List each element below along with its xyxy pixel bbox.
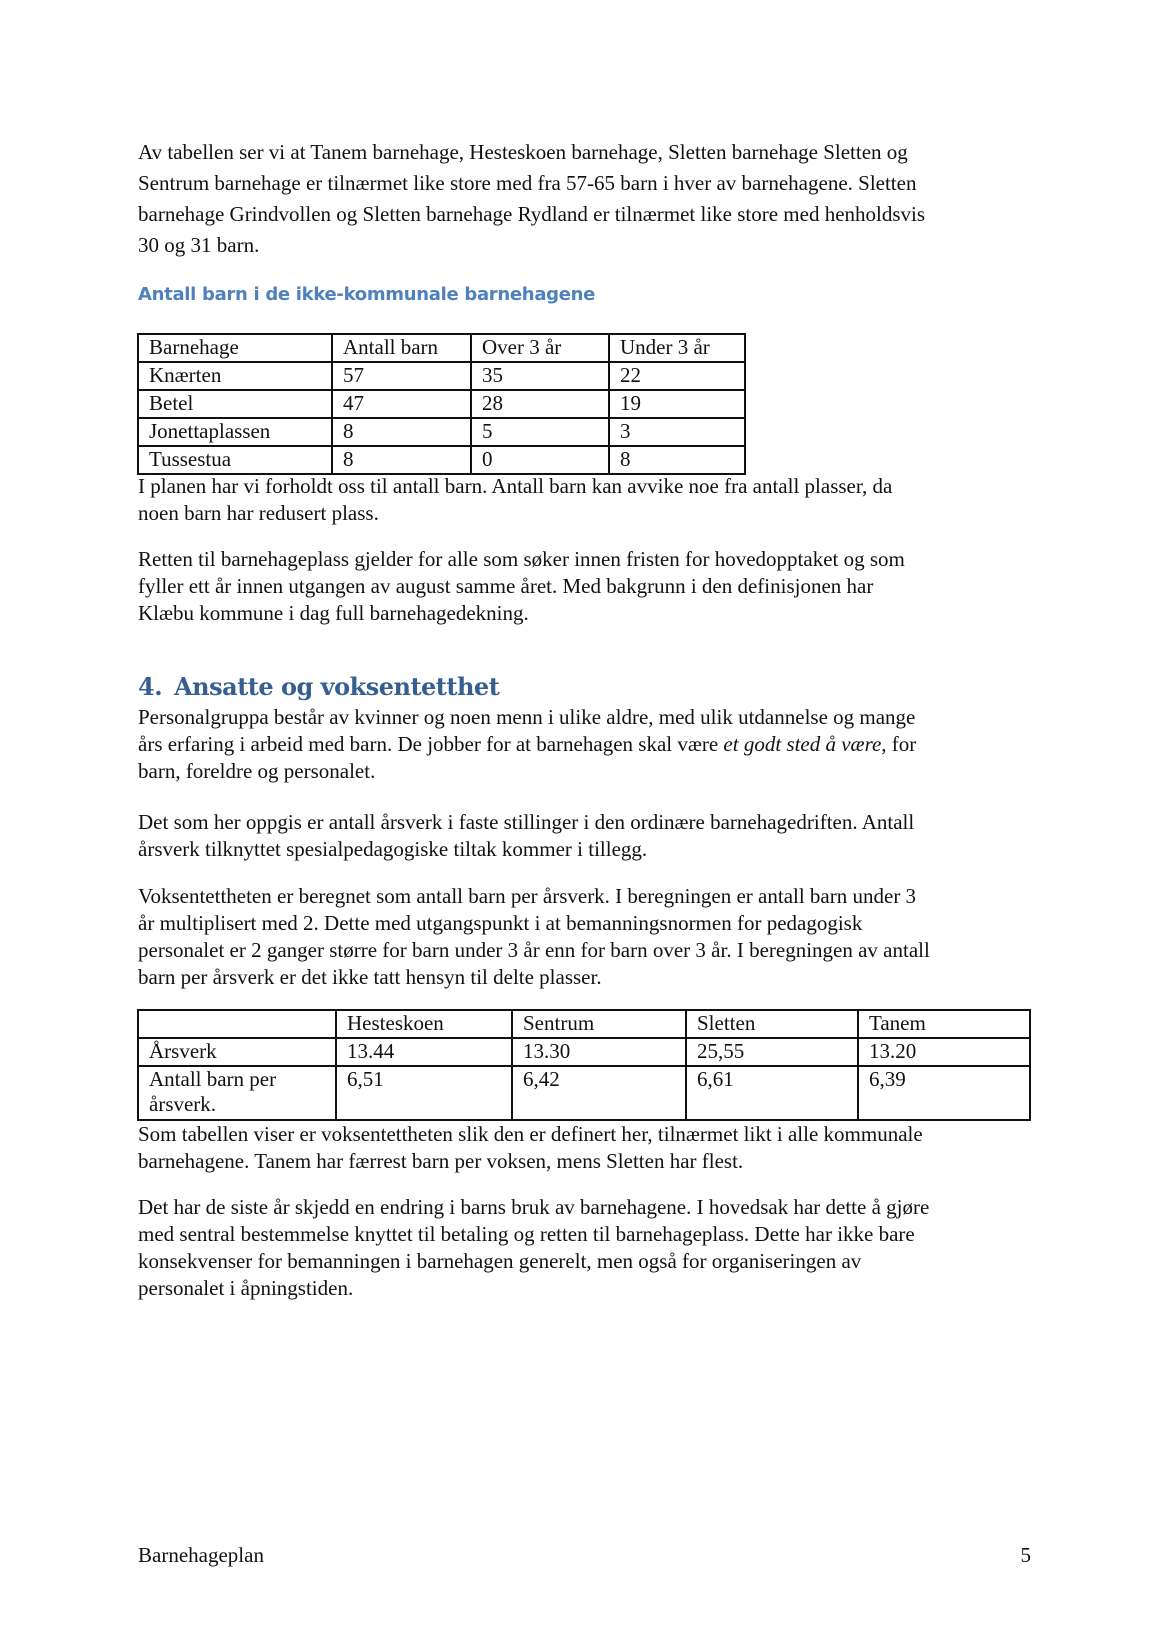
text-line: år multiplisert med 2. Dette med utgangspunkt i at bemanningsnormen for pedagogisk bbox=[138, 911, 863, 935]
text-line bbox=[138, 731, 1038, 758]
text-line: Det som her oppgis er antall årsverk i faste stillinger i den ordinære barnehagedriften. Antall bbox=[138, 810, 915, 834]
text-line: barnehage Grindvollen og Sletten barnehage Rydland er tilnærmet like store med henholdsvis bbox=[138, 202, 926, 226]
paragraph-intro bbox=[138, 137, 1038, 261]
table-cell: 35 bbox=[471, 362, 609, 390]
text-line: barn per årsverk er det ikke tatt hensyn til delte plasser. bbox=[138, 965, 602, 989]
text-line: personalet er 2 ganger større for barn under 3 år enn for barn over 3 år. I beregningen av antall bbox=[138, 938, 930, 962]
table-row bbox=[138, 418, 745, 446]
text-line: personalet i åpningstiden. bbox=[138, 1276, 354, 1300]
table-cell: 25,55 bbox=[686, 1038, 858, 1066]
table-header-row bbox=[138, 334, 745, 362]
table-cell: Betel bbox=[138, 390, 332, 418]
paragraph-usage-change bbox=[138, 1194, 1038, 1302]
text-line: Det har de siste år skjedd en endring i barns bruk av barnehagene. I hovedsak har dette å gjøre bbox=[138, 1195, 930, 1219]
table-cell: 0 bbox=[471, 446, 609, 474]
subheading: Antall barn i de ikke-kommunale barnehagene bbox=[138, 284, 596, 305]
text-line: noen barn har redusert plass. bbox=[138, 501, 379, 525]
paragraph-fte bbox=[138, 809, 1038, 863]
text-line: konsekvenser for bemanningen i barnehagen generelt, men også for organiseringen av bbox=[138, 1249, 862, 1273]
header-cell: Tanem bbox=[858, 1010, 1030, 1038]
table-cell: 13.20 bbox=[858, 1038, 1030, 1066]
table-cell: 3 bbox=[609, 418, 745, 446]
table-cell: 6,61 bbox=[686, 1066, 858, 1120]
header-cell: Sentrum bbox=[512, 1010, 686, 1038]
text-line: Sentrum barnehage er tilnærmet like store med fra 57-65 barn i hver av barnehagene. Sletten bbox=[138, 171, 917, 195]
table-cell: 5 bbox=[471, 418, 609, 446]
table-cell: 28 bbox=[471, 390, 609, 418]
emphasis-text: et godt sted å være bbox=[723, 732, 882, 756]
header-cell: Over 3 år bbox=[471, 334, 609, 362]
section-number: 4. bbox=[138, 672, 163, 701]
text-line: Personalgruppa består av kvinner og noen menn i ulike aldre, med ulik utdannelse og mange bbox=[138, 705, 916, 729]
table-cell: 6,39 bbox=[858, 1066, 1030, 1120]
table-cell: Antall barn per årsverk. bbox=[138, 1066, 336, 1120]
table-row bbox=[138, 1066, 1030, 1120]
section-heading bbox=[138, 672, 499, 701]
header-cell: Under 3 år bbox=[609, 334, 745, 362]
page-number: 5 bbox=[1020, 1543, 1031, 1567]
text-line: med sentral bestemmelse knyttet til betaling og retten til barnehageplass. Dette har ikke bare bbox=[138, 1222, 915, 1246]
header-cell: Hesteskoen bbox=[336, 1010, 512, 1038]
section-title: Ansatte og voksentetthet bbox=[174, 672, 500, 701]
table-cell: Jonettaplassen bbox=[138, 418, 332, 446]
text-line: Klæbu kommune i dag full barnehagedekning. bbox=[138, 601, 529, 625]
table-row bbox=[138, 390, 745, 418]
text-line: barn, foreldre og personalet. bbox=[138, 759, 376, 783]
table-cell: 6,42 bbox=[512, 1066, 686, 1120]
header-cell: Sletten bbox=[686, 1010, 858, 1038]
table-cell: 19 bbox=[609, 390, 745, 418]
table-cell: 47 bbox=[332, 390, 471, 418]
text-span: , for bbox=[881, 732, 917, 756]
text-line: fyller ett år innen utgangen av august samme året. Med bakgrunn i den definisjonen har bbox=[138, 574, 874, 598]
table-cell: Knærten bbox=[138, 362, 332, 390]
text-line: Retten til barnehageplass gjelder for alle som søker innen fristen for hovedopptaket og som bbox=[138, 547, 905, 571]
paragraph-rights bbox=[138, 546, 1038, 627]
paragraph-staff bbox=[138, 704, 1038, 785]
footer-title: Barnehageplan bbox=[138, 1543, 264, 1567]
table-cell: 8 bbox=[609, 446, 745, 474]
text-line: Voksentettheten er beregnet som antall barn per årsverk. I beregningen er antall barn under 3 bbox=[138, 884, 917, 908]
table-cell: Tussestua bbox=[138, 446, 332, 474]
table-cell: 13.44 bbox=[336, 1038, 512, 1066]
text-line: Som tabellen viser er voksentettheten slik den er definert her, tilnærmet likt i alle kommunale bbox=[138, 1122, 923, 1146]
table-children-private bbox=[137, 333, 746, 475]
table-row bbox=[138, 362, 745, 390]
table-header-row bbox=[138, 1010, 1030, 1038]
table-cell: 57 bbox=[332, 362, 471, 390]
page-footer bbox=[138, 1543, 1031, 1568]
text-line: 30 og 31 barn. bbox=[138, 233, 260, 257]
text-line: I planen har vi forholdt oss til antall barn. Antall barn kan avvike noe fra antall plasser, da bbox=[138, 474, 893, 498]
paragraph-table-summary bbox=[138, 1121, 1038, 1175]
paragraph-density bbox=[138, 883, 1038, 991]
header-cell: Antall barn bbox=[332, 334, 471, 362]
table-row bbox=[138, 1038, 1030, 1066]
text-span: års erfaring i arbeid med barn. De jobber for at barnehagen skal være bbox=[138, 732, 724, 756]
table-cell: 13.30 bbox=[512, 1038, 686, 1066]
table-cell: 8 bbox=[332, 446, 471, 474]
text-line: barnehagene. Tanem har færrest barn per voksen, mens Sletten har flest. bbox=[138, 1149, 744, 1173]
table-cell: 6,51 bbox=[336, 1066, 512, 1120]
table-cell: Årsverk bbox=[138, 1038, 336, 1066]
table-staff-density bbox=[137, 1009, 1031, 1121]
text-line: årsverk tilknyttet spesialpedagogiske tiltak kommer i tillegg. bbox=[138, 837, 648, 861]
table-row bbox=[138, 446, 745, 474]
paragraph-plan-note bbox=[138, 473, 1038, 527]
table-cell: 22 bbox=[609, 362, 745, 390]
table-cell: 8 bbox=[332, 418, 471, 446]
header-cell: Barnehage bbox=[138, 334, 332, 362]
text-line: Av tabellen ser vi at Tanem barnehage, Hesteskoen barnehage, Sletten barnehage Sletten og bbox=[138, 140, 908, 164]
header-cell bbox=[138, 1010, 336, 1038]
